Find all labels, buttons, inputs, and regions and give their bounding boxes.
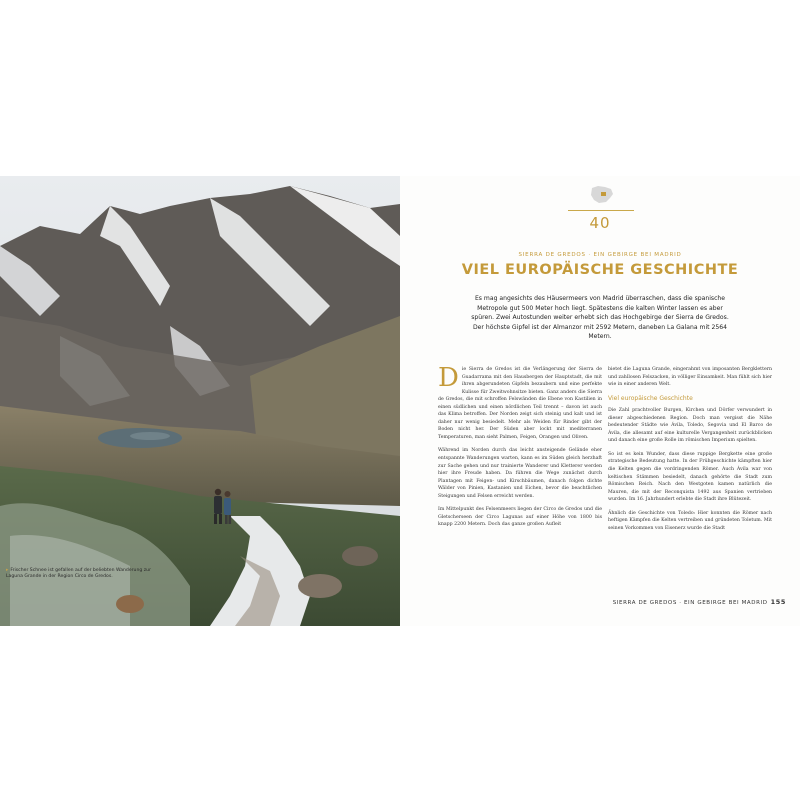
mountain-landscape-photo [0,176,400,626]
text-page [400,176,800,626]
paragraph: Ähnlich die Geschichte von Toledo: Hier konnten die Römer nach heftigen Kämpfen die Kelten vertreiben und gründeten Toletum. Mit seinen Vorkommen von Eisenerz wurde die Stadt [608,510,772,531]
folio [613,598,786,606]
caption-text: Frischer Schnee ist gefallen auf der beliebten Wanderung zur Laguna Grande in der Region Circo de Gredos. [6,568,151,579]
paragraph: Die Zahl prachtvoller Burgen, Kirchen und Dörfer verwundert in dieser abgeschiedenen Region. Doch man vergisst die Nähe bedeutender Städte wie Ávila, Toledo, Segovia und El Barco de Ávila, die allesamt auf eine kulturelle Vergangenheit zurückblicken und danach eine große Rolle im römischen Imperium spielten. [608,408,772,444]
book-spread [0,176,800,626]
chapter-number: 40 [589,214,611,232]
paragraph: Während im Norden durch das leicht ansteigende Gelände eher entspannte Wanderungen warten, kann es im Süden gleich herzhaft zur Sache gehen und nur trainierte Wanderer und Kletterer werden hier ihre Freude haben. Da führen die Wege zunächst durch Plantagen mit Feigen- und Kirschbäumen, danach folgen dichte Wälder von Pinien, Kastanien und Eichen, bevor die beachtlichen Steigungen und Felsen erreicht werden. [438,448,602,499]
drop-cap: D [438,363,459,393]
paragraph-text: ie Sierra de Gredos ist die Verlängerung der Sierra de Guadarrama mit den Hausbergen der Hauptstadt, die mit ihren abgerundeten Gipfeln bezaubern und eine perfekte Kulisse für Zweitwohnsitze bieten. Ganz anders die Sierra de Gredos, die mit schroffen Felswänden die Ebene von Kastilien in einen südlichen und einen nördlichen Teil trennt – davon ist auch das Klima betroffen. Der Norden zeigt sich steinig und kalt und ist daher nur wenig besiedelt. Mehr als Weiden für Rinder gibt der Boden nicht her. Der Süden aber lockt mit mediterranen Temperaturen, man sieht Palmen, Feigen, Orangen und Oliven. [438,367,602,440]
folio-text: SIERRA DE GREDOS · EIN GEBIRGE BEI MADRID [612,600,768,606]
spain-map-icon [589,184,615,206]
text-column-right [608,366,772,538]
photo-caption [6,568,156,580]
headline: VIEL EUROPÄISCHE GESCHICHTE [461,262,739,278]
subheading: Viel europäische Geschichte [608,394,693,402]
paragraph: bietet die Laguna Grande, eingerahmt von imposanten Bergklettern und zahllosen Felszacken, in völliger Einsamkeit. Man fühlt sich hier wie in einer anderen Welt. [608,367,772,388]
kicker: SIERRA DE GREDOS · EIN GEBIRGE BEI MADRID [518,252,682,258]
caption-triangle-icon: ▸ [6,568,9,573]
text-column-left [438,363,602,535]
page-number: 155 [770,598,786,606]
photo-page [0,176,400,626]
intro-paragraph: Es mag angesichts des Häusermeers von Madrid überraschen, dass die spanische Metropole gut 500 Meter hoch liegt. Spätestens die kalten Winter lassen es aber spüren. Zwei Autostunden weiter erhebt sich das Hochgebirge der Sierra de Gredos. Der höchste Gipfel ist der Almanzor mit 2592 Metern, daneben La Galana mit 2564 Metern. [471,295,729,341]
paragraph: Im Mittelpunkt des Felsenmeers liegen der Circo de Gredos und die Gletscherseen der Circo Lagunas auf einer Höhe von 1800 bis knapp 2200 Metern. Doch das ganze großen Aufleit [438,507,602,528]
paragraph: So ist es kein Wunder, dass diese ruppige Bergkette eine große strategische Bedeutung hatte. In der Frühgeschichte kämpften hier die Kelten gegen die vordringenden Römer. Auch Ávila war von keltischen Stämmen besiedelt, danach gehörte die Stadt zum Römischen Reich. Nach den Westgoten kamen natürlich die Mauren, die mit der Reconquista 1492 aus Spanien vertrieben wurden. Im 16. Jahrhundert erlebte die Stadt ihre Blütezeit. [608,451,772,503]
paragraph [438,363,602,441]
chapter-rule [568,210,634,211]
